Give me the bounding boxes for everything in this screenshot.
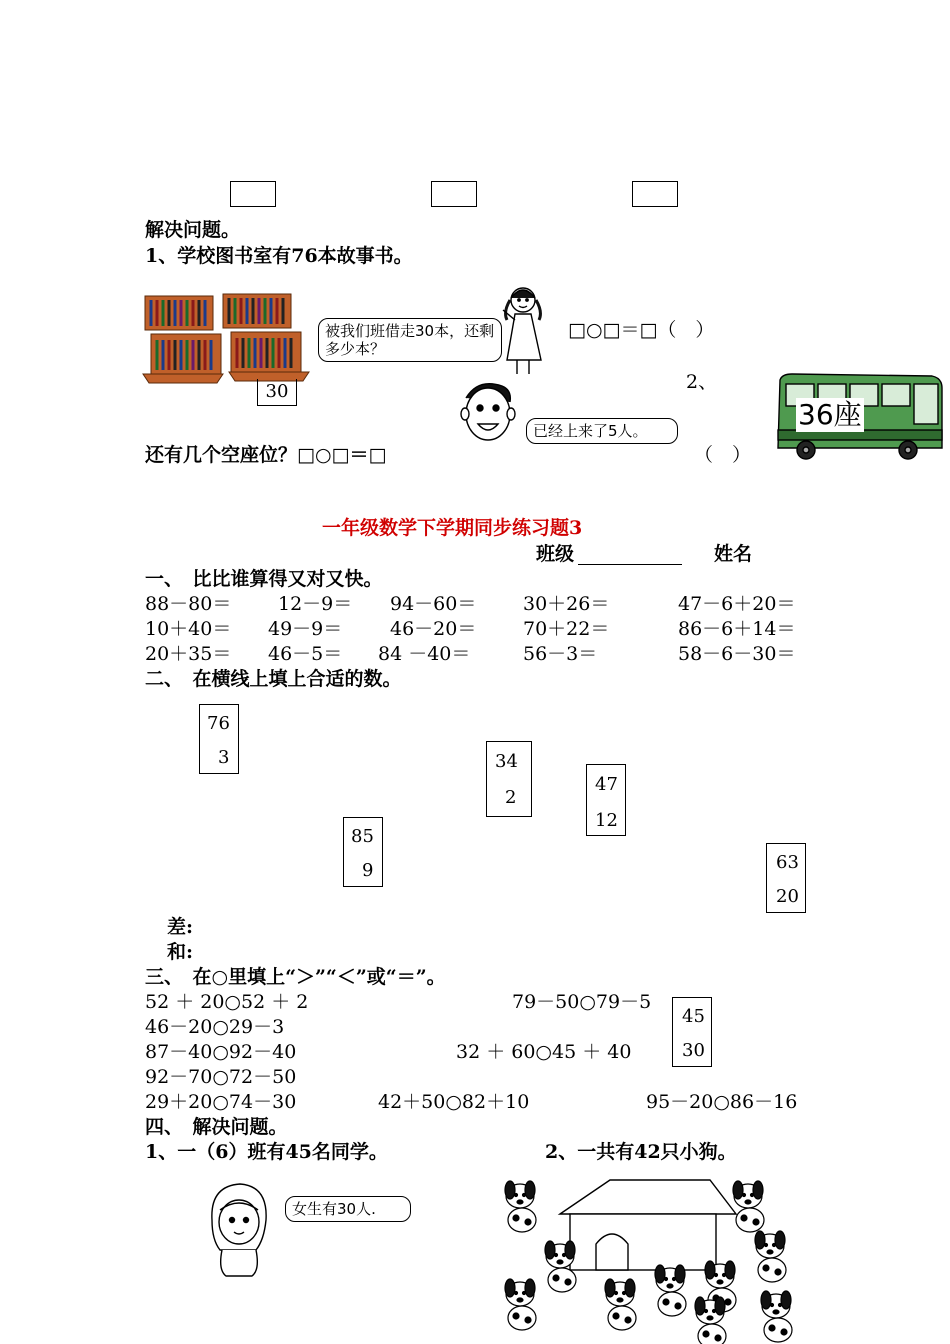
- calc-2-5: 86－6＋14＝: [678, 618, 796, 640]
- number-box-bottom: 12: [595, 810, 618, 831]
- number-box-bottom: 9: [362, 860, 374, 881]
- class-label: 班级: [536, 543, 575, 565]
- compare-2: 79－50○79－5: [512, 991, 652, 1013]
- problem-4-1: 1、一（6）班有45名同学。: [145, 1141, 388, 1163]
- calc-3-5: 58－6－30＝: [678, 643, 796, 665]
- compare-1: 52 ＋ 20○52 ＋ 2: [145, 991, 309, 1013]
- problem-heading: 解决问题。: [145, 219, 241, 241]
- calc-1-3: 94－60＝: [390, 593, 477, 615]
- compare-6: 92－70○72－50: [145, 1066, 297, 1088]
- problem-1-text: 1、学校图书室有76本故事书。: [145, 245, 413, 267]
- number-box-45-30: [672, 997, 712, 1067]
- section-2-heading: 二、 在横线上填上合适的数。: [145, 668, 402, 690]
- label-30-box: [257, 379, 297, 406]
- problem-4-2: 2、一共有42只小狗。: [545, 1141, 737, 1163]
- answer-box-1[interactable]: [230, 181, 276, 207]
- problem-2-number: 2、: [686, 371, 718, 393]
- calc-3-1: 20＋35＝: [145, 643, 232, 665]
- number-box-85-9: [343, 817, 383, 887]
- number-box-top: 76: [207, 713, 230, 734]
- number-box-top: 85: [351, 826, 374, 847]
- number-box-34-2: [486, 741, 532, 817]
- bookshelf-illustration: [143, 290, 313, 385]
- answer-box-2[interactable]: [431, 181, 477, 207]
- number-box-top: 45: [682, 1006, 705, 1027]
- dogs-doghouse-illustration: [500, 1174, 800, 1340]
- speech-books-text: 被我们班借走30本，还剩多少本？: [325, 322, 495, 358]
- number-box-top: 63: [776, 852, 799, 873]
- calc-3-4: 56－3＝: [523, 643, 598, 665]
- answer-box-3[interactable]: [632, 181, 678, 207]
- compare-3: 46－20○29－3: [145, 1016, 285, 1038]
- number-box-47-12: [586, 764, 626, 836]
- speech-bubble-girl: [285, 1196, 411, 1222]
- girl-illustration: [495, 280, 555, 380]
- section-4-heading: 四、 解决问题。: [145, 1116, 288, 1138]
- speech-bubble-boy: [526, 418, 678, 444]
- number-box-63-20: [766, 843, 806, 913]
- number-box-bottom: 30: [682, 1040, 705, 1061]
- boy-illustration: [458, 378, 518, 448]
- number-box-top: 34: [495, 751, 518, 772]
- compare-9: 95－20○86－16: [646, 1091, 798, 1113]
- bus-seat-label: 36座: [798, 398, 862, 431]
- compare-7: 29＋20○74－30: [145, 1091, 297, 1113]
- calc-3-2: 46－5＝: [268, 643, 343, 665]
- compare-8: 42＋50○82＋10: [378, 1091, 530, 1113]
- calc-1-1: 88－80＝: [145, 593, 232, 615]
- speech-boy-text: 已经上来了5人。: [533, 422, 648, 440]
- speech-girl-text: 女生有30人.: [292, 1200, 376, 1218]
- problem-2-question: 还有几个空座位？□○□＝□: [145, 444, 387, 466]
- problem-2-paren: （ ）: [694, 444, 752, 466]
- name-label: 姓名: [714, 543, 753, 565]
- difference-label: 差:: [167, 916, 194, 938]
- girl-face-illustration: [206, 1180, 272, 1280]
- worksheet-title: 一年级数学下学期同步练习题3: [322, 517, 583, 539]
- formula-1: □○□＝□（ ）: [568, 319, 715, 341]
- number-box-bottom: 20: [776, 886, 799, 907]
- compare-5: 32 ＋ 60○45 ＋ 40: [456, 1041, 632, 1063]
- calc-1-4: 30＋26＝: [523, 593, 610, 615]
- number-box-top: 47: [595, 774, 618, 795]
- calc-1-5: 47－6＋20＝: [678, 593, 796, 615]
- section-3-heading: 三、 在○里填上“＞”“＜”或“＝”。: [145, 966, 446, 988]
- number-box-bottom: 3: [218, 747, 230, 768]
- sum-label: 和:: [167, 941, 194, 963]
- section-1-heading: 一、 比比谁算得又对又快。: [145, 568, 383, 590]
- compare-4: 87－40○92－40: [145, 1041, 297, 1063]
- calc-1-2: 12－9＝: [278, 593, 353, 615]
- calc-2-4: 70＋22＝: [523, 618, 610, 640]
- number-box-76-3: [199, 704, 239, 774]
- calc-2-1: 10＋40＝: [145, 618, 232, 640]
- calc-2-3: 46－20＝: [390, 618, 477, 640]
- speech-bubble-books: [318, 318, 502, 362]
- calc-3-3: 84 －40＝: [378, 643, 471, 665]
- calc-2-2: 49－9＝: [268, 618, 343, 640]
- number-box-bottom: 2: [505, 787, 517, 808]
- class-blank-line[interactable]: [578, 564, 682, 565]
- label-30: 30: [265, 381, 289, 402]
